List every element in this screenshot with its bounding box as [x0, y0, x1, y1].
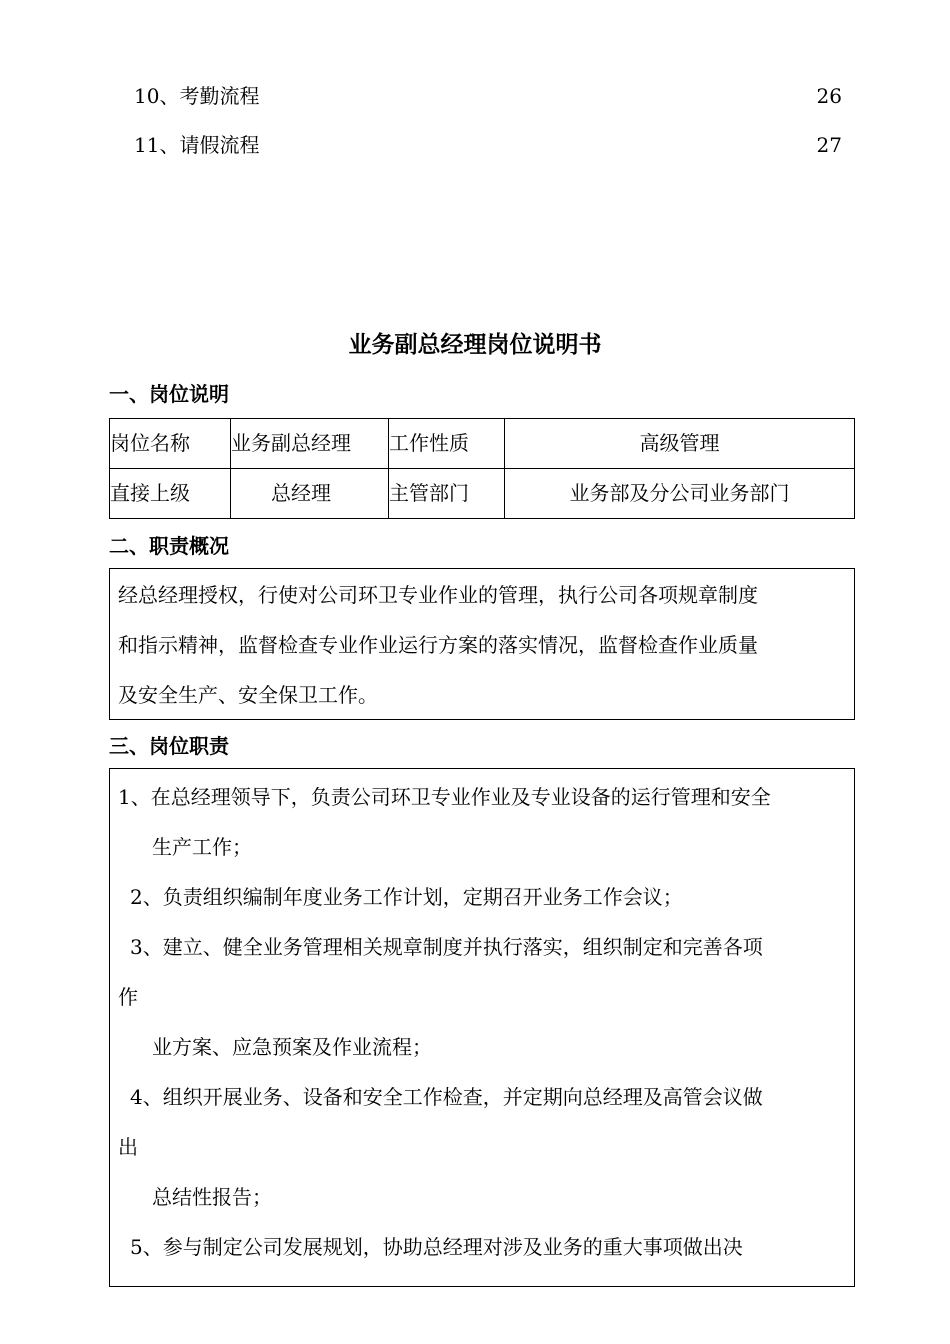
section-heading-overview: 二、职责概况 — [109, 534, 229, 558]
duty-line: 4、组织开展业务、设备和安全工作检查，并定期向总经理及高管会议做 — [130, 1085, 763, 1109]
toc-entry-label: 11、请假流程 — [134, 133, 260, 157]
duty-line: 作 — [118, 985, 138, 1009]
duty-line: 出 — [118, 1135, 138, 1159]
duty-line: 5、参与制定公司发展规划，协助总经理对涉及业务的重大事项做出决 — [130, 1235, 743, 1259]
section-heading-duties: 三、岗位职责 — [109, 734, 229, 758]
table-row — [110, 419, 855, 469]
document-title: 业务副总经理岗位说明书 — [348, 331, 602, 358]
overview-text-line: 及安全生产、安全保卫工作。 — [118, 683, 378, 707]
duty-line: 生产工作； — [152, 835, 252, 859]
table-cell: 高级管理 — [505, 419, 855, 469]
duty-line: 业方案、应急预案及作业流程； — [152, 1035, 432, 1059]
duty-line: 1、在总经理领导下，负责公司环卫专业作业及专业设备的运行管理和安全 — [118, 785, 771, 809]
table-cell: 岗位名称 — [110, 419, 231, 469]
table-cell: 业务部及分公司业务部门 — [505, 469, 855, 519]
table-cell: 工作性质 — [389, 419, 505, 469]
position-info-table — [109, 418, 855, 519]
table-cell: 总经理 — [231, 469, 389, 519]
duty-line: 总结性报告； — [152, 1185, 272, 1209]
toc-entry — [134, 130, 842, 160]
overview-text-line: 经总经理授权，行使对公司环卫专业作业的管理，执行公司各项规章制度 — [118, 583, 758, 607]
duty-line: 3、建立、健全业务管理相关规章制度并执行落实，组织制定和完善各项 — [130, 935, 763, 959]
toc-entry — [134, 81, 842, 111]
table-cell: 直接上级 — [110, 469, 231, 519]
toc-entry-page: 27 — [816, 133, 842, 157]
overview-text-line: 和指示精神，监督检查专业作业运行方案的落实情况，监督检查作业质量 — [118, 633, 758, 657]
duty-line: 2、负责组织编制年度业务工作计划，定期召开业务工作会议； — [130, 885, 683, 909]
toc-entry-page: 26 — [816, 84, 842, 108]
table-row — [110, 469, 855, 519]
table-cell: 业务副总经理 — [231, 419, 389, 469]
section-heading-position: 一、岗位说明 — [109, 382, 229, 406]
toc-entry-label: 10、考勤流程 — [134, 84, 260, 108]
table-cell: 主管部门 — [389, 469, 505, 519]
